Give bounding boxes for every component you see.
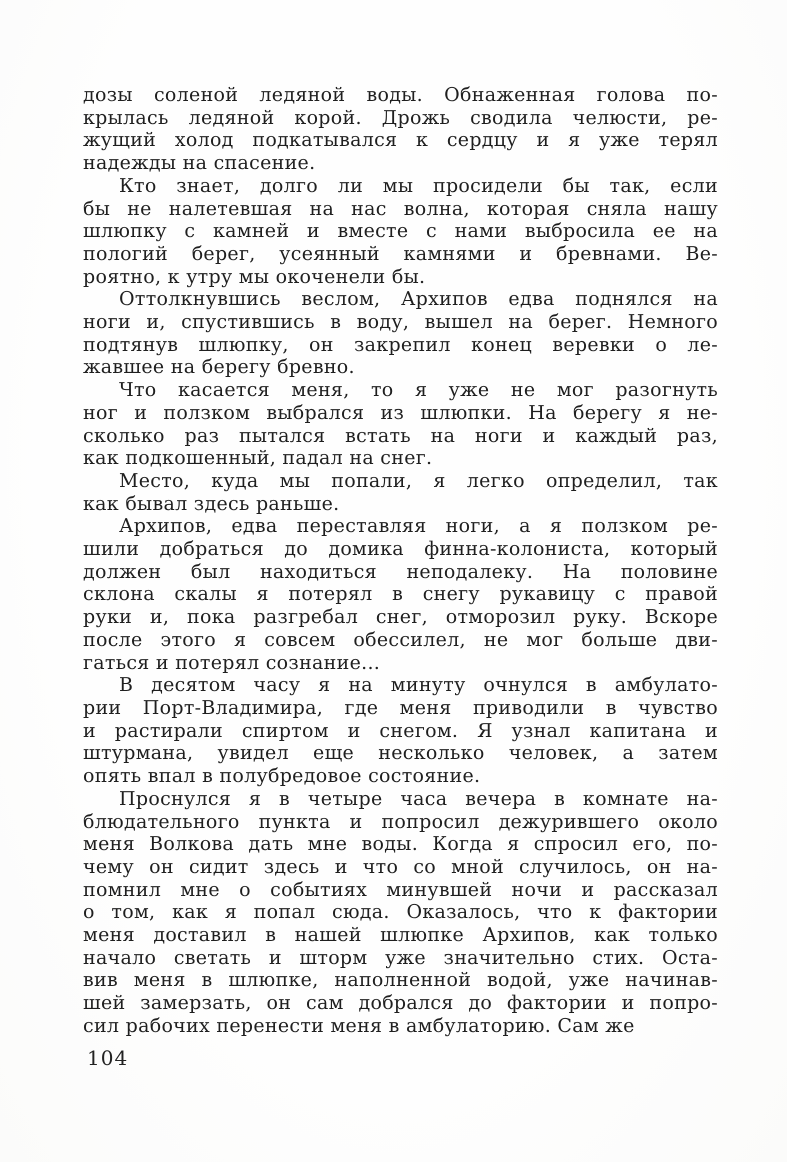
- page-number: 104: [87, 1046, 129, 1070]
- paragraph: [83, 470, 718, 515]
- text-line: блюдательного пункта и попросил дежурившего около: [83, 810, 718, 833]
- text-line: меня Волкова дать мне воды. Когда я спросил его, по-: [83, 833, 718, 856]
- text-line: Проснулся я в четыре часа вечера в комнате на-: [119, 787, 718, 810]
- paragraph: [83, 175, 718, 289]
- text-line: гаться и потерял сознание...: [83, 651, 381, 674]
- text-line: чему он сидит здесь и что со мной случилось, он на-: [83, 855, 718, 878]
- text-line: пологий берег, усеянный камнями и бревнами. Ве-: [83, 242, 718, 265]
- text-line: рии Порт-Владимира, где меня приводили в чувство: [83, 696, 718, 719]
- text-line: ног и ползком выбрался из шлюпки. На берегу я не-: [83, 401, 718, 424]
- text-line: жущий холод подкатывался к сердцу и я уже терял: [83, 129, 718, 152]
- text-line: опять впал в полубредовое состояние.: [83, 765, 481, 788]
- paragraph: [83, 674, 718, 788]
- paragraph: [83, 788, 718, 1038]
- text-line: подтянув шлюпку, он закрепил конец веревки о ле-: [83, 333, 718, 356]
- text-line: о том, как я попал сюда. Оказалось, что к фактории: [83, 901, 718, 924]
- text-line: склона скалы я потерял в снегу рукавицу с правой: [83, 583, 718, 606]
- text-line: Архипов, едва переставляя ноги, а я ползком ре-: [119, 515, 718, 538]
- text-line: после этого я совсем обессилел, не мог больше дви-: [83, 628, 718, 651]
- text-line: Оттолкнувшись веслом, Архипов едва поднялся на: [119, 288, 718, 311]
- paragraph: [83, 84, 718, 175]
- text-line: шлюпку с камней и вместе с нами выбросила ее на: [83, 220, 718, 243]
- text-line: ноги и, спустившись в воду, вышел на берег. Немного: [83, 311, 718, 334]
- text-line: как подкошенный, падал на снег.: [83, 447, 433, 470]
- text-line: и растирали спиртом и снегом. Я узнал капитана и: [83, 719, 718, 742]
- text-line: шили добраться до домика финна-колониста, который: [83, 538, 718, 561]
- paragraph: [83, 288, 718, 379]
- text-line: надежды на спасение.: [83, 152, 316, 175]
- text-line: сил рабочих перенести меня в амбулаторию. Сам же: [83, 1014, 635, 1037]
- text-line: роятно, к утру мы окоченели бы.: [83, 265, 426, 288]
- text-line: начало светать и шторм уже значительно стих. Оста-: [83, 946, 718, 969]
- text-line: как бывал здесь раньше.: [83, 492, 340, 515]
- text-line: Кто знает, долго ли мы просидели бы так, если: [119, 174, 718, 197]
- text-line: Место, куда мы попали, я легко определил, так: [119, 469, 718, 492]
- paragraph: [83, 515, 718, 674]
- text-line: В десятом часу я на минуту очнулся в амбулато-: [119, 674, 718, 697]
- text-line: сколько раз пытался встать на ноги и каждый раз,: [83, 424, 718, 447]
- text-line: меня доставил в нашей шлюпке Архипов, как только: [83, 924, 718, 947]
- paragraph: [83, 379, 718, 470]
- text-line: бы не налетевшая на нас волна, которая сняла нашу: [83, 197, 718, 220]
- text-line: штурмана, увидел еще несколько человек, а затем: [83, 742, 718, 765]
- text-line: дозы соленой ледяной воды. Обнаженная голова по-: [83, 84, 718, 106]
- text-line: должен был находиться неподалеку. На половине: [83, 560, 718, 583]
- text-line: вив меня в шлюпке, наполненной водой, уже начинав-: [83, 969, 718, 992]
- text-line: Что касается меня, то я уже не мог разогнуть: [119, 379, 718, 402]
- text-line: руки и, пока разгребал снег, отморозил руку. Вскоре: [83, 606, 718, 629]
- text-line: крылась ледяной корой. Дрожь сводила челюсти, ре-: [83, 106, 718, 129]
- text-line: жавшее на берегу бревно.: [83, 356, 355, 379]
- page-text: [83, 84, 718, 1038]
- text-line: помнил мне о событиях минувшей ночи и рассказал: [83, 878, 718, 901]
- text-line: шей замерзать, он сам добрался до фактории и попро-: [83, 992, 718, 1015]
